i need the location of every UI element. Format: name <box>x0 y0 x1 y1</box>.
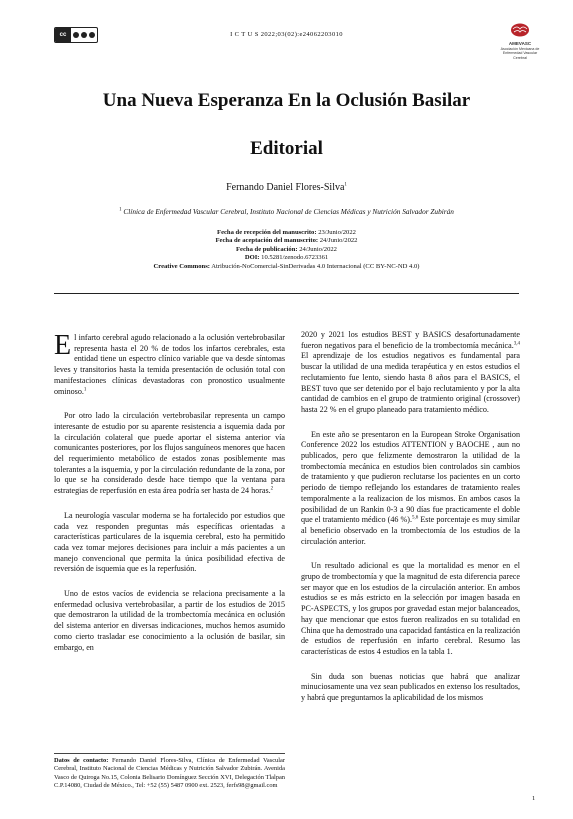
logo-subtitle: Asociación Mexicana de Enfermedad Vascular Cerebral <box>500 46 540 60</box>
brain-logo-icon <box>509 21 531 37</box>
author-text: Fernando Daniel Flores-Silva <box>226 182 345 193</box>
meta-published: Fecha de publicación: 24/Junio/2022 <box>236 245 337 253</box>
journal-reference: I C T U S 2022;03(02):e24062203010 <box>230 31 343 38</box>
paragraph: Por otro lado la circulación vertebrobasilar representa un campo interesante de estudio por su aparente resistencia a isquemia dada por la circulación colateral que puede aportar el sistema anterior vía comunicantes posteriores, por los flujos sanguíneos menores que hacen del requerimiento metabólico de estados zonas posiblemente mas tolerantes a la isquemia, y por la circulación redundante de la zona, por lo que se ha considerado desde hace tiempo que la ventana para estrategias de reperfusión en esta área podría ser hasta de 24 horas.$^2$ <box>54 411 285 496</box>
author-affiliation <box>0 207 573 216</box>
paragraph: Un resultado adicional es que la mortalidad es menor en el grupo de trombectomía y que la magnitud de esta diferencia parece ser mayor que en los estudios de la circulación anterior. En ambos estudios se es más estricto en la selección por imagen basada en PC-ASPECTS, y los grupos por gravedad estan mejor balanceados, hay que mencionar que estos fueron realizados en su totalidad en China que ha demostrado una capacidad fantástica en la realización de estudios de reperfusión en infarto cerebral. Resumo las características de estos 4 estudios en la tabla 1. <box>301 561 520 656</box>
paragraph: Sin duda son buenas noticias que habrá que analizar minuciosamente una vez sean publicados en extenso los resultados, y habrá que preguntarnos la aplicabilidad de los mismos <box>301 671 520 703</box>
logo-caption <box>497 42 543 60</box>
journal-logo <box>497 21 543 60</box>
header-divider <box>54 293 519 294</box>
cc-icon: cc <box>55 28 71 42</box>
paragraph: La neurología vascular moderna se ha fortalecido por estudios que cada vez responden preguntas más específicas orientadas a características particulares de la isquemia cerebral, esto ha permitido cada vez tomar mejores decisiones para incluir a más pacientes a un manejo convencional que permita la única posibilidad efectiva de reversión de isquemia que es la reperfusión. <box>54 510 285 574</box>
paragraph: 2020 y 2021 los estudios BEST y BASICS desafortunadamente fueron negativos para el beneficio de la trombectomía mecánica.$^{3,4}$ El aprendizaje de los estudios negativos es fundamental para buscar la utilidad de una medida terapéutica y en estos estudios el reclutamiento fue lento, siendo hasta 8 años para el BASICS, el BEST tuvo que ser detenido por el bajo reclutamiento y por la alta cantidad de cambios en el grupo de tratmiento original (crossover) hasta 22 % en el grupo planeado para tratamiento médico. <box>301 330 520 414</box>
article-title: Una Nueva Esperanza En la Oclusión Basilar <box>102 90 471 111</box>
author-name <box>0 182 573 193</box>
meta-received: Fecha de recepción del manuscrito: 23/Junio/2022 <box>217 229 356 236</box>
affiliation-sup: 1 <box>119 207 122 213</box>
contact-label: Datos de contacto: <box>54 757 109 764</box>
dropcap: E <box>54 330 72 361</box>
meta-accepted: Fecha de aceptación del manuscrito: 24/Junio/2022 <box>215 237 358 245</box>
page-number: 1 <box>532 795 536 802</box>
paragraph: En este año se presentaron en la European Stroke Organisation Conference 2022 los estudios ATTENTION y BAOCHE , aun no publicados, pero que felizmente demostraron la utilidad de la trombectomía mecánica en estudios bien controlados sin cambios de tratamiento y que pudieron reclutarse los pacientes en un corto periodo de tiempo reflejando los estandares de tratamiento reales temporalmente a la realizacion de los mismos. En ambos casos la posibilidad de un Rankin 0-3 a 90 días fue practicamente el doble que el tratamiento médico (46 %).$^{5,6}$ Este porcentaje es muy similar al beneficio observado en la trombectomía de los estudios de la circulación anterior. <box>301 429 520 546</box>
paragraph: El infarto cerebral agudo relacionado a la oclusión vertebrobasilar representa hasta el 20 % de todos los infartos cerebrales, esta entidad tiene un espectro clínico variable que va desde síntomas leves y transitorios hasta la temida presentación de oclusión total con manifestaciones clínicas devastadoras con pronostico usualmente ominoso.$^1$ <box>54 330 285 396</box>
article-type: Editorial <box>250 138 323 159</box>
contact-text: Fernando Daniel Flores-Silva, Clínica de Enfermedad Vascular Cerebral, Instituto Nacional de Ciencias Médicas y Nutrición Salvador Zubirán. Avenida Vasco de Quiroga No.15, Colonia Belisario Domínguez Sección XVI, Delegación Tlalpan C.P.14080, Ciudad de México., Tel: +52 (55) 5487 0900 ext. 2523, ferfs98@gmail.com <box>54 757 285 789</box>
footnote-divider <box>54 753 285 754</box>
meta-license: Creative Commons: Atribución-NoComercial-SinDerivadas 4.0 Internacional (CC BY-NC-ND 4.0) <box>153 262 420 270</box>
article-metadata <box>130 229 443 271</box>
affiliation-text: Clínica de Enfermedad Vascular Cerebral, Instituto Nacional de Ciencias Médicas y Nutrición Salvador Zubirán <box>123 207 454 216</box>
body-left-column <box>54 330 285 664</box>
meta-doi[interactable]: DOI: 10.5281/zenodo.6723361 <box>244 254 329 262</box>
logo-name: AMEVASC <box>508 41 532 46</box>
author-sup: 1 <box>344 182 347 188</box>
paragraph: Uno de estos vacíos de evidencia se relaciona precisamente a la enfermedad oclusiva vertebrobasilar, a partir de los estudios de 2015 que demostraron la utilidad de la trombectomía mecánica en oclusión del sistema anterior en diversas indicaciones, muchos hemos asumido como cierto trasladar ese conocimiento a la oclusión de basilar, sin embargo, en <box>54 589 285 652</box>
contact-footnote <box>54 757 285 790</box>
body-right-column <box>301 330 520 714</box>
